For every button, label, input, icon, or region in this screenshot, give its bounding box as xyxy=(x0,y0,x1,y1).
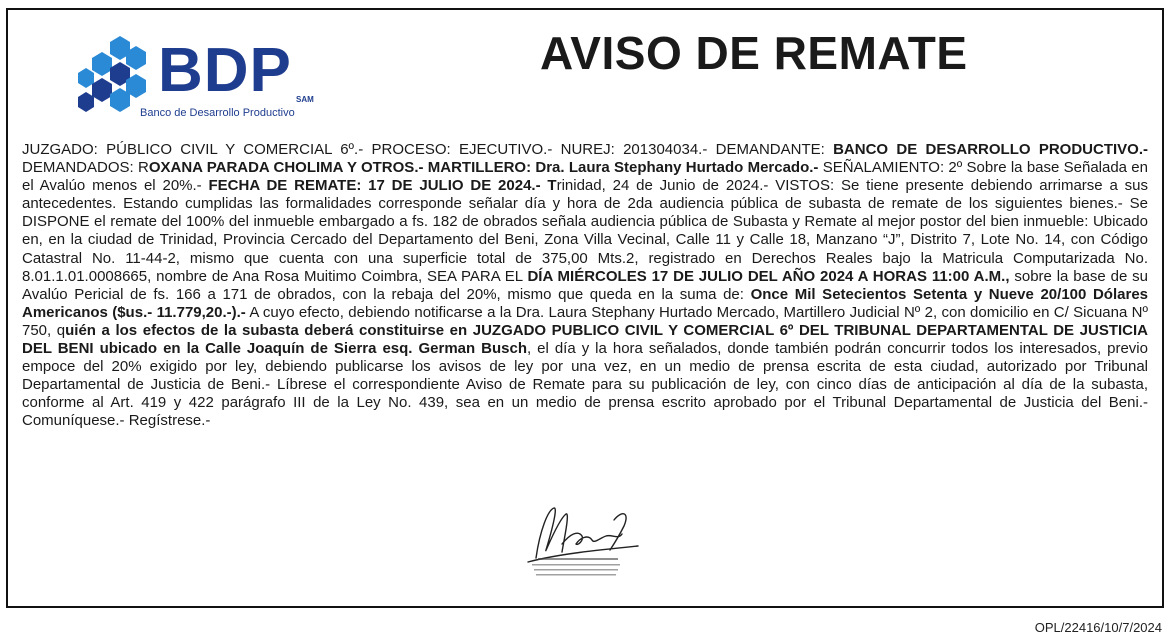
body-segment-bold: uién a los efectos de la subasta deberá constituirse en JUZGADO PUBLICO CIVIL Y COMERCIAL 6º DEL TRIBUNAL DEPARTAMENTAL DE JUSTICIA DEL BENI ubicado en la Calle Joaquín de Sierra esq. German Busch xyxy=(22,321,1148,358)
body-segment-bold: Once Mil Setecientos Setenta y Nueve 20/100 Dólares Americanos ($us.- 11.779,20.-).- xyxy=(22,285,1148,321)
notice-title: AVISO DE REMATE xyxy=(540,27,968,79)
signature-icon xyxy=(518,500,658,586)
body-segment: A cuyo efecto, debiendo notificarse a la Dra. Laura Stephany Hurtado Mercado, Martillero Judicial Nº 2, con domicilio en C/ Sicuana Nº 750, q xyxy=(22,303,1148,339)
body-segment: JUZGADO: PÚBLICO CIVIL Y COMERCIAL 6º.- PROCESO: EJECUTIVO.- NUREJ: 201304034.- DEMANDANTE: xyxy=(22,141,834,158)
logo-suffix: SAM xyxy=(296,95,314,104)
body-segment-bold: FECHA DE REMATE: 17 DE JULIO DE 2024.- T xyxy=(208,177,557,195)
signature-stamp xyxy=(518,500,658,586)
notice-body xyxy=(22,141,1148,431)
body-segment-bold: BANCO DE DESARROLLO PRODUCTIVO.- xyxy=(833,141,1148,158)
logo-subtitle: Banco de Desarrollo Productivo xyxy=(140,107,295,119)
body-segment-bold: DÍA MIÉRCOLES 17 DE JULIO DEL AÑO 2024 A HORAS 11:00 A.M., xyxy=(527,267,1010,285)
hexagon-cluster-icon xyxy=(78,34,168,114)
body-segment: SEÑALAMIENTO: 2º Sobre la base Señalada en el Avalúo menos el 20%.- xyxy=(22,159,1148,195)
publication-code: OPL/22416/10/7/2024 xyxy=(1034,620,1162,635)
body-segment: DEMANDADOS: R xyxy=(22,159,149,177)
body-segment: sobre la base de su Avalúo Pericial de fs. 166 a 171 de obrados, con la rebaja del 20%, mismo que queda en la suma de: xyxy=(22,267,1148,303)
body-segment: rinidad, 24 de Junio de 2024.- VISTOS: Se tiene presente debiendo arrimarse a sus antecedentes. Estando cumplidas las formalidades corresponde señalar día y hora de 2da audiencia pública de subasta de remate de los siguientes bienes.- Se DISPONE el remate del 100% del inmueble embargado a fs. 182 de obrados señala audiencia pública de Subasta y Remate al mejor postor del bien inmueble: Ubicado en, en la ciudad de Trinidad, Provincia Cercado del Departamento del Beni, Zona Villa Vecinal, Calle 11 y Calle 18, Manzano “J”, Distrito 7, Lote No. 14, con Código Catastral No. 11-44-2, mismo que cuenta con una superficie total de 375,00 Mts.2, registrado en Derechos Reales bajo la Matricula Computarizada No. 8.01.1.01.0008665, nombre de Ana Rosa Muitimo Coimbra, SEA PARA EL xyxy=(22,177,1148,285)
logo-brand: BDP xyxy=(158,36,292,105)
body-segment-bold: OXANA PARADA CHOLIMA Y OTROS.- MARTILLERO: Dra. Laura Stephany Hurtado Mercado.- xyxy=(148,159,819,177)
body-segment: , el día y la hora señalados, donde también podrán concurrir todos los interesados, previo empoce del 20% exigido por ley, debiendo publicarse los avisos de ley por una vez, en un medio de prensa escrita de esta ciudad, autorizado por Tribunal Departamental de Justicia de Beni.- Líbrese el correspondiente Aviso de Remate para su publicación de ley, con cinco días de anticipación al día de la subasta, conforme al Art. 419 y 422 parágrafo III de la Ley No. 439, sea en un medio de prensa escrito aprobado por el Tribunal Departamental de Justicia del Beni.- Comuníquese.- Regístrese.- xyxy=(22,340,1148,430)
